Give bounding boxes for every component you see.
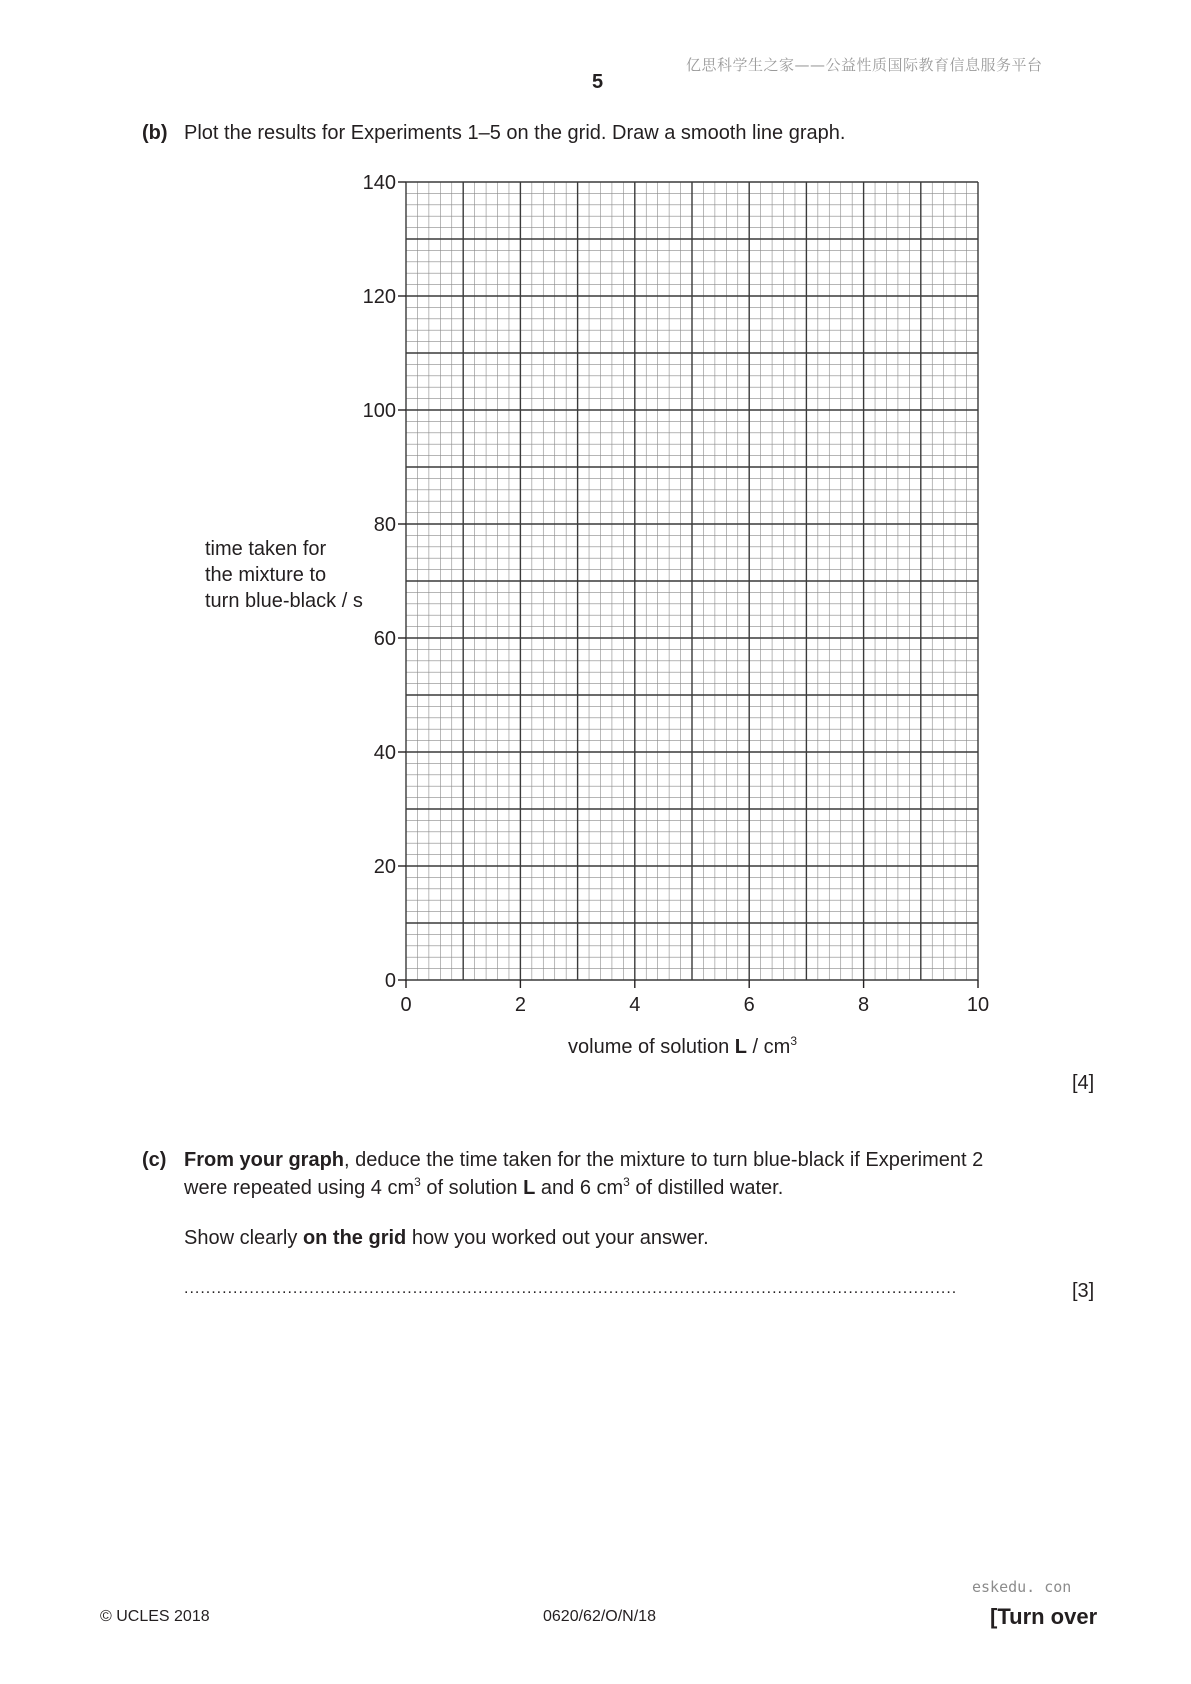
part-c-sup-2: 3 — [623, 1175, 630, 1189]
x-axis-label-unit: / cm — [746, 1036, 791, 1058]
x-tick-label: 10 — [966, 994, 990, 1016]
part-b-marks: [4] — [1072, 1072, 1095, 1094]
x-tick-label: 8 — [858, 994, 870, 1016]
turn-over-label: [Turn over — [990, 1604, 1098, 1629]
part-c-line-2 — [184, 1175, 783, 1200]
page-number: 5 — [592, 71, 604, 93]
answer-line[interactable]: .............................................................................................................................................. — [184, 1280, 958, 1297]
part-c-label: (c) — [142, 1149, 167, 1171]
footer-watermark: eskedu. con — [972, 1578, 1072, 1596]
part-c-marks: [3] — [1072, 1280, 1095, 1302]
part-c-line-2-b: of solution — [420, 1177, 524, 1199]
x-axis-label — [568, 1034, 797, 1059]
part-c-show-bold: on the grid — [302, 1227, 407, 1249]
x-axis-label-text: volume of solution — [568, 1036, 735, 1058]
x-tick-label: 6 — [743, 994, 755, 1016]
part-c-line-2-c: and 6 cm — [535, 1177, 624, 1199]
y-axis-label-line-1: time taken for — [205, 538, 327, 560]
part-b-label: (b) — [142, 122, 168, 144]
part-c-sup-1: 3 — [414, 1175, 421, 1189]
part-b-instruction: Plot the results for Experiments 1–5 on the grid. Draw a smooth line graph. — [184, 122, 846, 144]
footer-code: 0620/62/O/N/18 — [543, 1608, 656, 1625]
x-axis-label-bold: L — [734, 1036, 747, 1058]
part-c-show-a: Show clearly — [184, 1227, 303, 1249]
y-tick-label: 100 — [362, 400, 396, 422]
part-c-line-1 — [184, 1149, 1098, 1172]
header-watermark: 亿思科学生之家——公益性质国际教育信息服务平台 — [686, 56, 1043, 74]
part-c-line-2-d: of distilled water. — [629, 1177, 784, 1199]
y-tick-label: 120 — [362, 286, 396, 308]
footer-copyright: © UCLES 2018 — [100, 1608, 210, 1625]
x-tick-label: 4 — [629, 994, 641, 1016]
part-c-line-1-rest: , deduce the time taken for the mixture to turn blue-black if Experiment 2 — [344, 1149, 984, 1171]
y-tick-label: 60 — [373, 628, 396, 650]
x-tick-label: 0 — [400, 994, 412, 1016]
y-tick-label: 20 — [373, 856, 396, 878]
y-tick-label: 40 — [373, 742, 396, 764]
part-c-show-b: how you worked out your answer. — [406, 1227, 709, 1249]
x-tick-label: 2 — [514, 994, 526, 1016]
part-c-solution-l: L — [523, 1177, 536, 1199]
y-tick-label: 140 — [362, 172, 396, 194]
part-c-bold-lead: From your graph — [184, 1149, 345, 1171]
y-axis-label-line-3: turn blue-black / s — [205, 590, 363, 612]
y-tick-label: 80 — [373, 514, 396, 536]
y-axis-label-line-2: the mixture to — [205, 564, 327, 586]
part-c-line-2-a: were repeated using 4 cm — [184, 1177, 415, 1199]
y-tick-label: 0 — [384, 970, 396, 992]
x-axis-label-sup: 3 — [790, 1034, 798, 1048]
graph-grid[interactable] — [340, 170, 1000, 1030]
part-c-show-instruction — [184, 1227, 709, 1250]
